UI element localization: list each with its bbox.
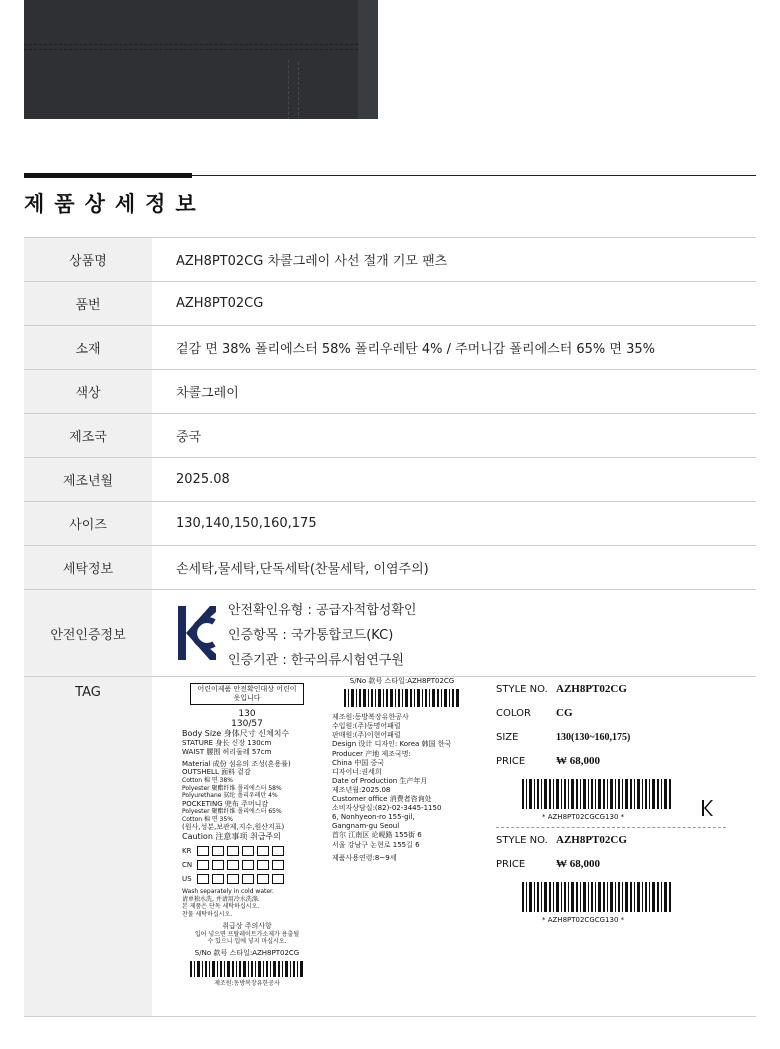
section-accent-bar: [24, 173, 192, 178]
care-text: 제조원:동방복장유한공사: [214, 980, 280, 988]
care-text: STATURE 身长 신장 130cm: [182, 739, 272, 748]
info-text: 6, Nonhyeon-ro 155-gil,: [332, 813, 415, 822]
tumble-icon: [242, 874, 254, 884]
spec-table: [24, 237, 756, 1017]
country-code: KR: [182, 846, 192, 855]
spec-label: 색상: [24, 370, 152, 413]
care-label: [182, 683, 312, 1009]
care-text: 취급상 주의사항: [222, 922, 272, 931]
info-text: Date of Production 生产年月: [332, 776, 428, 785]
price-tag-row: [496, 852, 726, 876]
price-tag-row: [496, 701, 726, 725]
country-code: CN: [182, 860, 193, 869]
spec-value: 겉감 면 38% 폴리에스터 58% 폴리우레탄 4% / 주머니감 폴리에스터 65% 면 35%: [176, 342, 656, 357]
info-text: 소비자상담실:(82)-02-3445-1150: [332, 804, 442, 813]
info-sno: S/No 款号 스타일:AZH8PT02CG: [349, 677, 455, 685]
care-size-sub: 130/57: [231, 718, 263, 729]
bleach-icon: [212, 846, 224, 856]
kc-agency: 인증기관 : 한국의류시험연구원: [228, 652, 404, 668]
price-tag-key: STYLE NO.: [496, 834, 548, 846]
spec-label: 품번: [24, 282, 152, 325]
price-tag-row: [496, 828, 726, 852]
care-text: Caution 注意事项 취급주의: [182, 832, 281, 842]
info-label: [332, 677, 472, 862]
kc-item: 인증항목 : 국가통합코드(KC): [228, 627, 394, 643]
iron-icon: [242, 846, 254, 856]
info-text: 판매원:(주)이현어패럴: [332, 731, 401, 740]
info-text: China 中国 중국: [332, 758, 384, 767]
dryclean-icon: [272, 860, 284, 870]
dry-icon: [227, 846, 239, 856]
product-photo: [24, 0, 378, 119]
spec-value: [152, 590, 756, 676]
kc-info: [228, 599, 416, 668]
price-tag-key: PRICE: [496, 858, 526, 870]
dry-icon: [227, 860, 239, 870]
price-tag-value: ₩ 68,000: [556, 755, 600, 767]
spec-label: TAG: [24, 677, 152, 1016]
spec-row-size: [24, 502, 756, 546]
spec-row-tag: [24, 677, 756, 1017]
care-text: Wash separately in cold water.: [182, 888, 274, 896]
spec-label: 상품명: [24, 238, 152, 281]
care-text: Body Size 身体尺寸 신체치수: [182, 729, 290, 739]
kc-mark-icon: [702, 800, 714, 816]
dryclean-icon: [257, 846, 269, 856]
price-tag-key: STYLE NO.: [496, 683, 548, 695]
spec-label: 사이즈: [24, 502, 152, 545]
barcode-icon: [522, 882, 672, 912]
barcode-number: * AZH8PT02CGCG130 *: [542, 813, 625, 821]
spec-row-code: [24, 282, 756, 326]
seam-line: [24, 49, 378, 50]
price-tag-value: 130(130~160,175): [556, 731, 631, 743]
spec-value: 중국: [176, 430, 202, 445]
price-tag-row: [496, 725, 726, 749]
info-text: Producer 产地 제조국명:: [332, 749, 411, 758]
price-tag-row: [496, 749, 726, 773]
spec-value: 차콜그레이: [176, 386, 239, 401]
price-tag-value: AZH8PT02CG: [556, 683, 627, 695]
spec-value: AZH8PT02CG 차콜그레이 사선 절개 기모 팬츠: [176, 254, 448, 269]
barcode-number: * AZH8PT02CGCG130 *: [542, 916, 625, 924]
info-text: 首尔 江南区 论岘路 155街 6: [332, 831, 422, 840]
info-text: 디자이너:권세희: [332, 767, 382, 776]
kc-type: 안전확인유형 : 공급자적합성확인: [228, 602, 417, 618]
spec-row-date: [24, 458, 756, 502]
care-text: POCKETING 兜布 주머니감: [182, 799, 269, 808]
info-text: Customer office 消费者咨询处: [332, 795, 432, 804]
care-text: WAIST 腰围 허리둘레 57cm: [182, 747, 272, 756]
price-tag-key: PRICE: [496, 755, 526, 767]
seam-line: [288, 60, 289, 119]
wash-icon: [197, 874, 209, 884]
spec-label: 제조국: [24, 414, 152, 457]
care-text: 찬물 세탁하십시오.: [182, 910, 233, 918]
care-symbols-us: [182, 874, 312, 884]
iron-icon: [257, 860, 269, 870]
price-tag-key: COLOR: [496, 707, 531, 719]
dryclean-icon: [272, 874, 284, 884]
fabric-fold: [358, 0, 378, 119]
wash-icon: [197, 860, 209, 870]
care-text: 본 제품은 단독 세탁하십시오.: [182, 903, 260, 911]
spec-value: 130,140,150,160,175: [176, 516, 317, 531]
care-size: 130: [238, 708, 256, 719]
care-text: Cotton 棉 면 35%: [182, 815, 233, 823]
care-text: OUTSHELL 面料 겉감: [182, 768, 251, 777]
bleach-icon: [212, 860, 224, 870]
info-text: 제조년월:2025.08: [332, 785, 391, 794]
spec-row-name: [24, 238, 756, 282]
kc-block: [176, 599, 416, 668]
seam-line: [298, 62, 299, 119]
kc-logo-icon: [176, 604, 216, 662]
care-symbols-cn: [182, 860, 312, 870]
section-title: 제품상세정보: [24, 192, 206, 216]
spec-value: 손세탁,물세탁,단독세탁(찬물세탁, 이염주의): [176, 562, 429, 577]
bleach-icon: [212, 874, 224, 884]
price-tag-row: [496, 677, 726, 701]
care-text: Cotton 棉 면 38%: [182, 777, 233, 785]
spec-label: 세탁정보: [24, 546, 152, 589]
care-text: Material 成份 섬유의 조성(혼용률): [182, 759, 291, 768]
spec-label: 제조년월: [24, 458, 152, 501]
dry-icon: [257, 874, 269, 884]
price-tag-value: CG: [556, 707, 573, 719]
price-tag-value: AZH8PT02CG: [556, 834, 627, 846]
spec-row-wash: [24, 546, 756, 590]
care-text: 请单独水洗, 并请用冷水洗涤.: [182, 895, 260, 903]
care-text: Polyester 聚酯纤维 폴리에스터 58%: [182, 784, 282, 792]
info-text: 제조원:동방복장유한공사: [332, 713, 409, 722]
care-header: 어린이제품 안전확인대상 어린이 옷입니다: [190, 683, 304, 705]
care-text: 입어 넣으면 프탈레이트가소제가 용출될: [194, 930, 300, 938]
wring-icon: [272, 846, 284, 856]
care-symbols-kr: [182, 846, 312, 856]
care-text: Polyurethane 氨纶 폴리우레탄 4%: [182, 792, 278, 800]
info-text: 서울 강남구 논현로 155길 6: [332, 840, 420, 849]
barcode-icon: [522, 779, 672, 809]
info-text: 수입원:(주)동명어패럴: [332, 722, 401, 731]
spec-label: 안전인증정보: [24, 590, 152, 676]
info-text: Design 设计 디자인: Korea 韩国 한국: [332, 740, 452, 749]
care-text: S/No 款号 스타일:AZH8PT02CG: [194, 948, 300, 957]
tumble-icon: [242, 860, 254, 870]
spec-row-country: [24, 414, 756, 458]
iron-icon: [227, 874, 239, 884]
spec-row-material: [24, 326, 756, 370]
spec-value: AZH8PT02CG: [176, 296, 264, 311]
barcode-icon: [344, 689, 460, 707]
price-tag-key: SIZE: [496, 731, 519, 743]
spec-row-color: [24, 370, 756, 414]
barcode-icon: [190, 961, 304, 977]
info-text: Gangnam-gu Seoul: [332, 822, 400, 831]
price-tag-value: ₩ 68,000: [556, 858, 600, 870]
care-text: Polyester 聚酯纤维 폴리에스터 65%: [182, 808, 282, 816]
country-code: US: [182, 874, 192, 883]
spec-label: 소재: [24, 326, 152, 369]
spec-row-safety: [24, 590, 756, 677]
care-text: 수 있으니 입에 넣지 마십시오.: [207, 938, 287, 946]
care-text: (원사,성분,보관제,지수,원산지표): [182, 823, 285, 832]
info-text: 제품사용연령:8~9세: [332, 853, 397, 862]
tag-images: [152, 677, 756, 1016]
wash-icon: [197, 846, 209, 856]
spec-value: 2025.08: [176, 472, 230, 487]
seam-line: [24, 44, 378, 45]
price-tag: [496, 677, 726, 924]
